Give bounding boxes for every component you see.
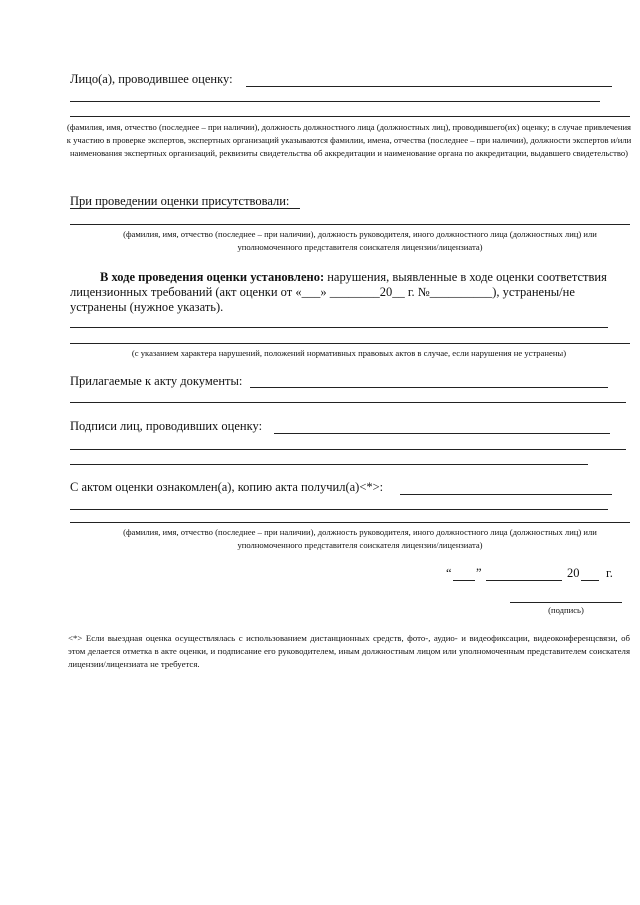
date-month-field[interactable] xyxy=(486,580,562,581)
violations-caption: (с указанием характера нарушений, положений нормативных правовых актов в случае, если нарушения не устранены) xyxy=(131,348,567,358)
violations-field-line[interactable] xyxy=(70,327,608,328)
present-caption: (фамилия, имя, отчество (последнее – при наличии), должность руководителя, иного должностного лица (должностных лиц) или уполномоченного представителя соискателя лицензии/лицензиата) xyxy=(123,229,597,252)
signatures-field-line[interactable] xyxy=(274,433,610,434)
person-label: Лицо(а), проводившее оценку: xyxy=(70,72,233,86)
acquainted-label: С актом оценки ознакомлен(а), копию акта получил(а)<*>: xyxy=(70,480,384,494)
docs-label: Прилагаемые к акту документы: xyxy=(70,374,243,388)
person-field-line-2[interactable] xyxy=(70,101,600,102)
acquainted-field-line-2[interactable] xyxy=(70,509,608,510)
acquainted-field-line[interactable] xyxy=(400,494,612,495)
signatures-field-line-3[interactable] xyxy=(70,464,588,465)
acquainted-caption: (фамилия, имя, отчество (последнее – при наличии), должность руководителя, иного должностного лица (должностных лиц) или уполномоченного представителя соискателя лицензии/лицензиата) xyxy=(123,527,597,550)
established-line-3: устранены (нужное указать). xyxy=(70,300,224,314)
established-heading: В ходе проведения оценки установлено: xyxy=(100,270,325,284)
docs-field-line[interactable] xyxy=(250,387,608,388)
violations-field-line-2[interactable] xyxy=(70,343,630,344)
signatures-field-line-2[interactable] xyxy=(70,449,626,450)
present-label-underline xyxy=(70,208,300,209)
date-day-field[interactable] xyxy=(453,580,475,581)
signatures-label: Подписи лиц, проводивших оценку: xyxy=(70,419,263,433)
established-line-2: лицензионных требований (акт оценки от «___» ________20__ г. №__________), устранены/не xyxy=(70,285,575,299)
date-year-field[interactable] xyxy=(581,580,599,581)
person-field-line[interactable] xyxy=(246,86,612,87)
established-line-1 xyxy=(100,270,607,285)
date-year-prefix: 20 xyxy=(567,566,580,580)
signature-caption: (подпись) xyxy=(548,605,584,615)
date-open-quote: “ xyxy=(446,566,452,580)
established-text-1: нарушения, выявленные в ходе оценки соответствия xyxy=(324,270,607,284)
docs-field-line-2[interactable] xyxy=(70,402,626,403)
person-caption: (фамилия, имя, отчество (последнее – при наличии), должность должностного лица (должностных лиц), проводившего(их) оценку; в случае привлечения к участию в проверке экспертов, экспертных организаций указываются фамилии, имена, отчества (последнее – при наличии), должности экспертов и/или наименования экспертных организаций, реквизиты свидетельства об аккредитации и наименование органа по аккредитации, выдавшего свидетельство) xyxy=(66,122,632,158)
footnote: <*> Если выездная оценка осуществлялась с использованием дистанционных средств, фото-, аудио- и видеофиксации, видеоконференцсвязи, об этом делается отметка в акте оценки, и подписание его руководителем, иным должностным лицом или уполномоченным представителем соискателя лицензии/лицензиата не требуется. xyxy=(68,633,630,669)
present-field-line[interactable] xyxy=(70,224,630,225)
present-label: При проведении оценки присутствовали: xyxy=(70,194,290,208)
date-close-quote: ” xyxy=(476,566,482,580)
person-field-line-3[interactable] xyxy=(70,116,630,117)
acquainted-field-line-3[interactable] xyxy=(70,522,630,523)
signature-field[interactable] xyxy=(510,602,622,603)
date-year-suffix: г. xyxy=(606,566,613,580)
